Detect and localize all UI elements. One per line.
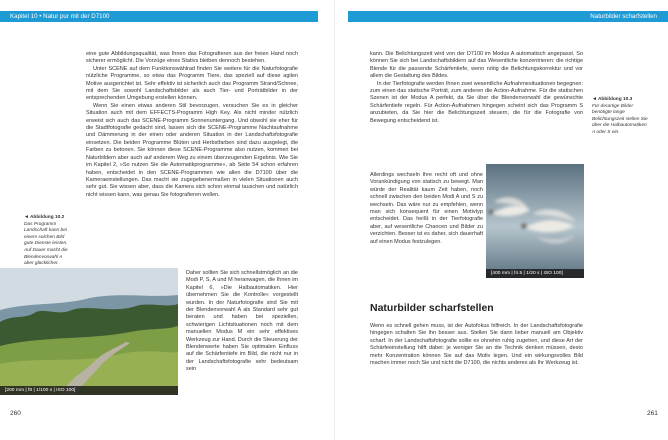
right-paragraph: In der Tierfotografie werden Ihnen zwei wesentliche Aufnahmesituationen begegnen: zum einen das statische Porträt, zum anderen die Action-Aufnahme. Für die statischen Szenen ist der Modus A perfekt, da Sie über die Blendenvorwahl die gewünschte Schärfentiefe regeln. Für Action-Aufnahmen hingegen scheint sich das Programm S anzubieten, da Sie hier die Belichtungszeit steuern, die für die Fotografie von Bewegung entscheidend ist. (370, 80, 583, 124)
right-narrow-column (370, 172, 483, 246)
chapter-title: Kapitel 10 • Natur pur mit der D7100 (10, 13, 110, 20)
geese-illustration (486, 164, 584, 278)
running-header-left (0, 11, 318, 22)
geese-photo (486, 164, 584, 278)
section-title: Naturbilder scharfstellen (590, 13, 657, 20)
section-paragraph: Wenn es schnell gehen muss, ist der Autofokus hilfreich. In der Landschaftsfotografie hingegen schalten Sie ihn besser aus. Stellen Sie dann lieber manuell am Objektiv scharf. In der Landschaftsfotografie sollte es ohnehin ruhig zugehen, und diese Art der Schärfeeinstellung hilft dabei: je weniger Sie an die Technik denken müssen, desto mehr Konzentration können Sie auf das Motiv legen. Und ein wirkungsvolles Bild machen immer noch Sie und nicht die D7100, die nichts anderes als Ihr Werkzeug ist. (370, 323, 583, 367)
left-body-column (86, 51, 298, 199)
blurred-background (486, 164, 584, 278)
left-paragraph: Unter SCENE auf dem Funktionswählrad finden Sie weitere für die Naturfotografie nützliche Programme, so etwa das Programm Tiere, das speziell auf diese agilen Motive ausgerichtet ist. Sehr effektiv ist sicherlich auch das Programm Strand/Schnee, mit dem Sie sowohl Landschaftsbilder als auch Tier- und Porträtbilder in der entsprechenden Umgebung erstellen können. (86, 65, 298, 102)
caption-arrow-icon: ◄ (24, 214, 29, 220)
right-photo-exif: [400 mm | f4.5 | 1/20 s | ISO 100] (486, 269, 584, 278)
left-figure-caption (24, 214, 71, 268)
page-gutter (334, 0, 335, 440)
landscape-illustration (0, 268, 178, 395)
right-body-column (370, 51, 583, 125)
section-body (370, 323, 583, 367)
left-paragraph: Wenn Sie einen etwas anderen Stil bevorzugen, versuchen Sie es in gleicher Situation auch mit dem EFFECTS-Programm High Key. Als nicht minder nützlich erweist sich auch das SCENE-Programm Sonnenuntergang. Und obwohl sie eher für die Stadtfotografie gedacht sind, lassen sich die SCENE-Programme Nachtaufnahme und Dämmerung in der einen oder anderen Situation in der Landschaftsfotografie einsetzen. Die beiden Programme Blüten und Herbstfarben sind dazu ausgelegt, die Farben zu betonen. Sie können diese SCENE-Programme also nutzen, kommen bei Naturbildern aber auch auf anderem Weg zu einem überzeugenden Ergebnis. Wie Sie im Kapitel 2, »So nutzen Sie die Automatikprogramme«, ab Seite 54 schon erfahren haben, entscheidet in den SCENE-Programmen wie allen die D7100 über die Kameraeinstellungen. Das macht sie zugegebenermaßen in vielen Situationen auch sehr gut. Sie wissen aber, dass die Kamera sich schon einmal tauschen und natürlich nicht wissen kann, was genau Sie fotografieren wollen. (86, 102, 298, 198)
section-heading: Naturbilder scharfstellen (370, 302, 494, 314)
caption-arrow-icon: ◄ (592, 96, 597, 102)
left-narrow-column (186, 270, 298, 374)
left-paragraph: eine gute Abbildungsqualität, was Ihnen das Fotografieren aus der freien Hand noch sicherer ermöglicht. Die Vorzüge eines Stativs bleiben dennoch bestehen. (86, 51, 298, 65)
right-paragraph: kann. Die Belichtungszeit wird von der D7100 im Modus A automatisch angepasst. So können Sie sich bei Landschaftsbildern auf das Wesentliche konzentrieren: die richtige Blende für die passende Schärfentiefe, wenn nötig die Belichtungskorrektur und vor allem die Gestaltung des Bildes. (370, 51, 583, 80)
landscape-photo (0, 268, 178, 395)
left-figure-label: ◄Abbildung 10.2 (24, 214, 65, 220)
right-figure-caption-text: Für derartige Bilder benötigte lange Belichtungszeit stellen Sie über die Halbautomatiken A oder S ein. (592, 103, 648, 135)
page-number-left: 260 (10, 410, 21, 417)
running-header-right (348, 11, 668, 22)
right-narrow-paragraph: Allerdings wechseln Ihre recht oft und ohne Vorankündigung von statisch zu bewegt. Man würde der Realität kaum Zeit haben, noch schnell zwischen den beiden Modi A und S zu wechseln. Das wäre nur zu empfehlen, wenn man sich konsequent für einen Motivtyp entscheidet. Das heißt in der Tierfotografie aber, auf wesentliche Chancen und Bilder zu verzichten. Besser ist es daher, sich dauerhaft auf einen Modus festzulegen. (370, 172, 483, 245)
right-figure-label: ◄Abbildung 10.3 (592, 96, 633, 102)
left-photo-exif: [200 mm | f8 | 1/100 s | ISO 100] (0, 386, 178, 395)
left-narrow-paragraph: Daher sollten Sie sich schnellstmöglich an die Modi P, S, A und M heranwagen, die Ihnen im Kapitel 6, »Die Halbautomatiken. Hier übernehmen Sie die Kontrolle« vorgestellt wurden. In der Naturfotografie sind Sie mit der Blendenvorwahl A als Standard sehr gut beraten und haben bei speziellen, schwierigen Lichtsituationen noch mit dem manuellen Modus M ein sehr effektives Werkzeug zur Hand. Durch die Steuerung der Blendenwerte haben Sie optimalen Einfluss auf die Schärfentiefe im Bild, die nicht nur in der Landschaftsfotografie sehr bedeutsam sein (186, 270, 298, 373)
left-figure-caption-text: Das Programm Landschaft kann bei einem solchen Bild gute Dienste leisten. Auf Dauer macht die Blendenvorwahl A aber glücklicher. (24, 221, 68, 267)
right-figure-caption (592, 96, 648, 137)
page-number-right: 261 (647, 410, 658, 417)
